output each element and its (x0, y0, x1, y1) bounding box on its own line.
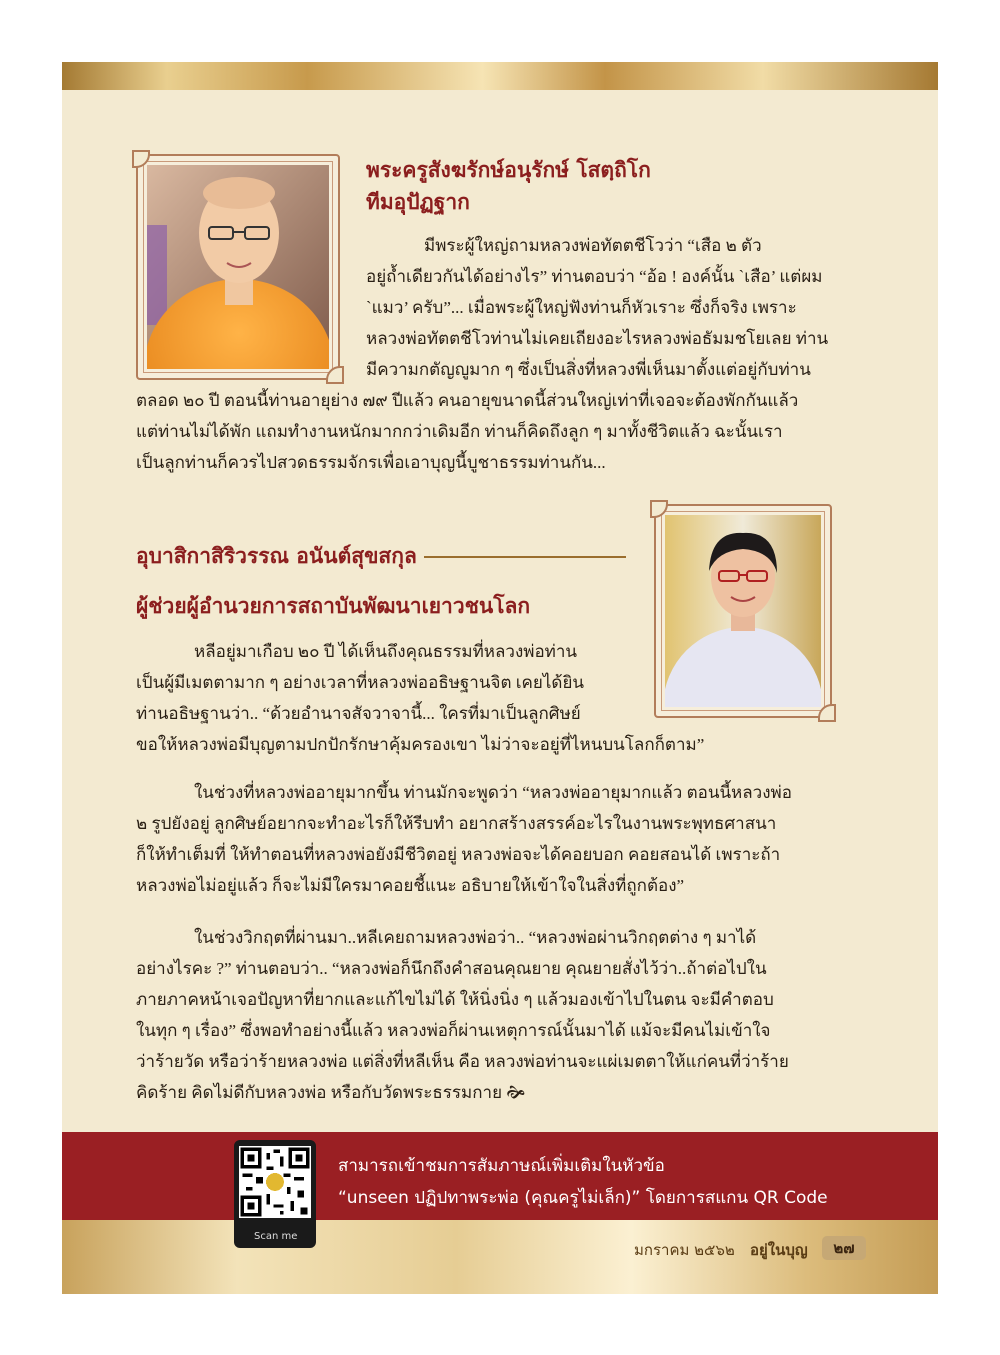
footer-month: มกราคม ๒๕๖๒ (634, 1241, 735, 1259)
section2-paragraph-1 (136, 636, 636, 729)
scan-me-label: Scan me (254, 1231, 298, 1242)
text-line (136, 1077, 842, 1108)
section2-paragraph-2 (136, 777, 842, 901)
section2-subtitle: ผู้ช่วยผู้อำนวยการสถาบันพัฒนาเยาวชนโลก (136, 593, 531, 618)
text-line: เป็นผู้มีเมตตามาก ๆ อย่างเวลาที่หลวงพ่ออธิษฐานจิต เคยได้ยิน (136, 673, 585, 692)
section1-subtitle: ทีมอุปัฏฐาก (366, 189, 470, 214)
text-line: ว่าร้ายวัด หรือว่าร้ายหลวงพ่อ แต่สิ่งที่หลีเห็น คือ หลวงพ่อท่านจะแผ่เมตตาให้แก่คนที่ว่าร้าย (136, 1052, 789, 1071)
banner-line-1: สามารถเข้าชมการสัมภาษณ์เพิ่มเติมในหัวข้อ (338, 1156, 665, 1176)
text-line: อย่างไรคะ ?” ท่านตอบว่า.. “หลวงพ่อก็นึกถึงคำสอนคุณยาย คุณยายสั่งไว้ว่า..ถ้าต่อไปใน (136, 959, 767, 978)
section1-paragraph-top (366, 230, 842, 385)
section1-title: พระครูสังฆรักษ์อนุรักษ์ โสตฺถิโก (366, 157, 651, 182)
text-line: ตลอด ๒๐ ปี ตอนนี้ท่านอายุย่าง ๗๙ ปีแล้ว คนอายุขนาดนี้ส่วนใหญ่เท่าที่เจอจะต้องพักกันแล้ว (136, 391, 799, 410)
qr-card[interactable] (234, 1140, 316, 1248)
banner-line-2: “unseen ปฏิปทาพระพ่อ (คุณครูไม่เล็ก)” โดยการสแกน QR Code (338, 1188, 828, 1208)
text-line: ในทุก ๆ เรื่อง” ซึ่งพอทำอย่างนี้แล้ว หลวงพ่อก็ผ่านเหตุการณ์นั้นมาได้ แม้จะมีคนไม่เข้าใจ (136, 1021, 771, 1040)
page-number: ๒๗ (822, 1236, 866, 1260)
text-line: `แมว’ ครับ”... เมื่อพระผู้ใหญ่ฟังท่านก็หัวเราะ ซึ่งก็จริง เพราะ (366, 298, 797, 317)
text-line: มีพระผู้ใหญ่ถามหลวงพ่อทัตตชีโวว่า “เสือ ๒ ตัว (424, 236, 762, 255)
monk-photo (136, 154, 340, 380)
text-line-last: คิดร้าย คิดไม่ดีกับหลวงพ่อ หรือกับวัดพระธรรมกาย (136, 1083, 503, 1102)
section2-paragraph-1-end (136, 729, 842, 760)
text-line: หลีอยู่มาเกือบ ๒๐ ปี ได้เห็นถึงคุณธรรมที่หลวงพ่อท่าน (194, 642, 578, 661)
text-line: ขอให้หลวงพ่อมีบุญตามปกปักรักษาคุ้มครองเขา ไม่ว่าจะอยู่ที่ไหนบนโลกก็ตาม” (136, 735, 705, 754)
text-line: ก็ให้ทำเต็มที่ ให้ทำตอนที่หลวงพ่อยังมีชีวิตอยู่ หลวงพ่อจะได้คอยบอก คอยสอนได้ เพราะถ้า (136, 845, 781, 864)
end-ornament-icon: 🙞 (506, 1083, 526, 1102)
title-underline-rule (424, 556, 626, 558)
woman-photo (654, 504, 832, 718)
monk-portrait-image (147, 165, 329, 369)
section2-paragraph-3 (136, 922, 842, 1108)
text-line: ท่านอธิษฐานว่า.. “ด้วยอำนาจสัจวาจานี้... ใครที่มาเป็นลูกศิษย์ (136, 704, 581, 723)
text-line: ๒ รูปยังอยู่ ลูกศิษย์อยากจะทำอะไรก็ให้รีบทำ อยากสร้างสรรค์อะไรในงานพระพุทธศาสนา (136, 814, 777, 833)
magazine-page (62, 62, 938, 1294)
text-line: มีความกตัญญูมาก ๆ ซึ่งเป็นสิ่งที่หลวงพี่เห็นมาตั้งแต่อยู่กับท่าน (366, 360, 811, 379)
text-line: ในช่วงวิกฤตที่ผ่านมา..หลีเคยถามหลวงพ่อว่า.. “หลวงพ่อผ่านวิกฤตต่าง ๆ มาได้ (194, 928, 757, 947)
top-gold-bar (62, 62, 938, 90)
text-line: หลวงพ่อทัตตชีโวท่านไม่เคยเถียงอะไรหลวงพ่อธัมมชโยเลย ท่าน (366, 329, 829, 348)
section2-title: อุบาสิกาสิริวรรณ อนันต์สุขสกุล (136, 543, 417, 568)
text-line: ในช่วงที่หลวงพ่ออายุมากขึ้น ท่านมักจะพูดว่า “หลวงพ่ออายุมากแล้ว ตอนนี้หลวงพ่อ (194, 783, 792, 802)
text-line: หลวงพ่อไม่อยู่แล้ว ก็จะไม่มีใครมาคอยชี้แนะ อธิบายให้เข้าใจในสิ่งที่ถูกต้อง” (136, 876, 685, 895)
text-line: แต่ท่านไม่ได้พัก แถมทำงานหนักมากกว่าเดิมอีก ท่านก็คิดถึงลูก ๆ มาทั้งชีวิตแล้ว ฉะนั้นเรา (136, 422, 783, 441)
footer-magazine-name: อยู่ในบุญ (750, 1241, 808, 1259)
section1-paragraph-bottom (136, 385, 842, 478)
woman-portrait-image (665, 515, 821, 707)
qr-code-icon[interactable] (239, 1146, 311, 1218)
text-line: อยู่ถ้ำเดียวกันได้อย่างไร” ท่านตอบว่า “อ้อ ! องค์นั้น `เสือ’ แต่ผม (366, 267, 823, 286)
text-line: เป็นลูกท่านก็ควรไปสวดธรรมจักรเพื่อเอาบุญนี้บูชาธรรมท่านกัน... (136, 453, 606, 472)
text-line: ภายภาคหน้าเจอปัญหาที่ยากและแก้ไขไม่ได้ ให้นิ่งนิ่ง ๆ แล้วมองเข้าไปในตน จะมีคำตอบ (136, 990, 774, 1009)
